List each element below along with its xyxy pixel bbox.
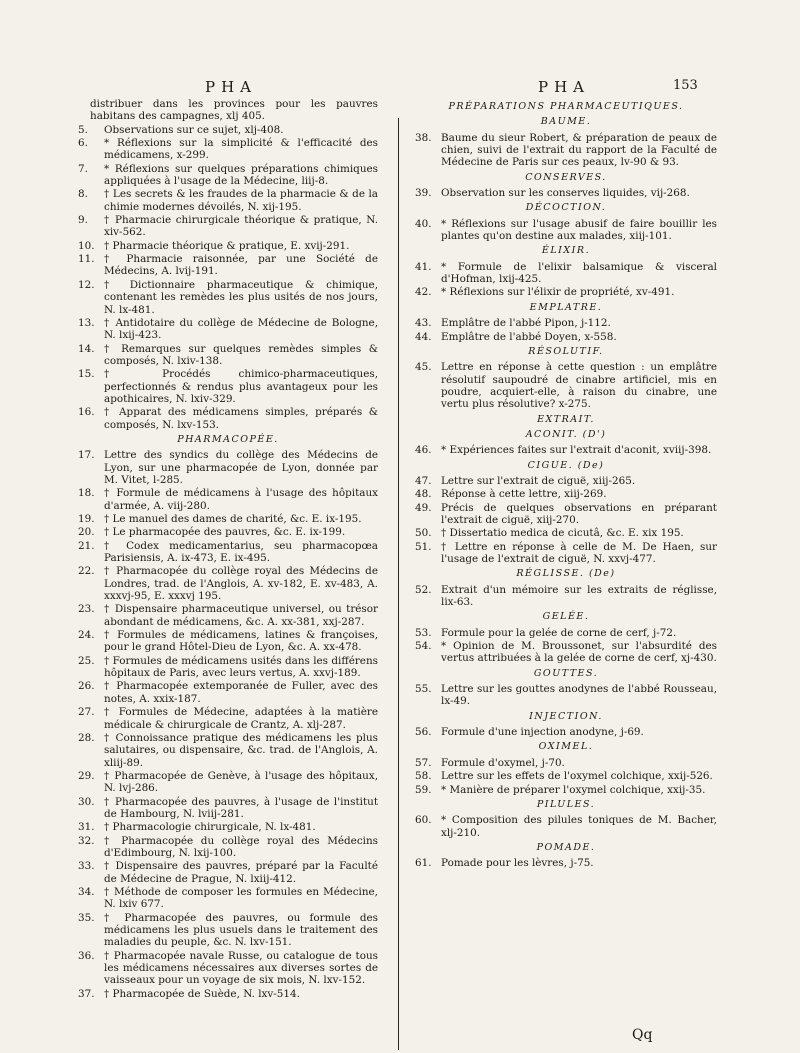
bibliography-entry bbox=[78, 796, 378, 821]
bibliography-entry bbox=[78, 540, 378, 565]
entry-number: 45. bbox=[415, 361, 432, 374]
entry-text: Réponse à cette lettre, xiij-269. bbox=[441, 488, 607, 501]
entry-text: † Pharmacopée du collège royal des Médecins de Londres, trad. de l'Anglois, A. xv-182, E. xv-483, A. xxxvj-95, E. xxxvj 195. bbox=[104, 565, 378, 603]
entry-text: † Formules de médicamens, latines & françoises, pour le grand Hôtel-Dieu de Lyon, &c. A. xx-478. bbox=[104, 629, 378, 654]
entry-number: 19. bbox=[78, 513, 95, 525]
bibliography-entry bbox=[415, 361, 717, 410]
entry-text: Lettre sur les effets de l'oxymel colchique, xxij-526. bbox=[441, 770, 713, 783]
section-heading: ACONIT. (D') bbox=[525, 428, 607, 440]
bibliography-entry bbox=[415, 331, 717, 343]
entry-number: 52. bbox=[415, 583, 432, 596]
entry-text: † Pharmacologie chirurgicale, N. lx-481. bbox=[104, 821, 316, 834]
bibliography-entry bbox=[415, 757, 717, 769]
bibliography-entry bbox=[415, 584, 717, 609]
section-heading: POMADE. bbox=[536, 841, 596, 853]
bibliography-entry bbox=[78, 98, 378, 123]
bibliography-entry bbox=[78, 240, 378, 252]
entry-text: † Connoissance pratique des médicamens les plus salutaires, ou dispensaire, &c. trad. de l'Anglois, A. xliij-89. bbox=[104, 731, 378, 769]
entry-text: † Pharmacie chirurgicale théorique & pratique, N. xiv-562. bbox=[104, 214, 378, 239]
entry-number: 15. bbox=[78, 368, 95, 381]
entry-number: 12. bbox=[78, 278, 95, 291]
section-heading: EMPLATRE. bbox=[529, 301, 603, 313]
entry-text: Précis de quelques observations en préparant l'extrait de ciguë, xiij-270. bbox=[441, 501, 717, 526]
entry-number: 35. bbox=[78, 911, 95, 924]
entry-text: Lettre sur les gouttes anodynes de l'abbé Rousseau, lx-49. bbox=[441, 683, 717, 708]
entry-text: * Réflexions sur quelques préparations chimiques appliquées à l'usage de la Médecine, liij-8. bbox=[104, 162, 378, 188]
entry-number: 51. bbox=[415, 540, 432, 553]
right-column bbox=[415, 98, 717, 871]
bibliography-entry bbox=[415, 475, 717, 487]
section-heading: EXTRAIT. bbox=[537, 413, 595, 425]
bibliography-entry bbox=[78, 886, 378, 911]
bibliography-entry bbox=[78, 188, 378, 213]
entry-number: 16. bbox=[78, 406, 95, 419]
section-heading: RÉSOLUTIF. bbox=[528, 345, 604, 357]
entry-number: 48. bbox=[415, 488, 432, 501]
entry-number: 39. bbox=[415, 187, 432, 200]
entry-number: 46. bbox=[415, 444, 432, 457]
bibliography-entry bbox=[415, 770, 717, 782]
bibliography-entry bbox=[78, 163, 378, 188]
entry-text: † Les secrets & les fraudes de la pharmacie & de la chimie modernes dévoilés, N. xij-195. bbox=[104, 188, 378, 213]
entry-number: 24. bbox=[78, 629, 95, 642]
entry-text: † Codex medicamentarius, seu pharmacopœa Parisiensis, A. ix-473, E. ix-495. bbox=[104, 539, 378, 565]
entry-text: † Dissertatio medica de cicutâ, &c. E. xix 195. bbox=[441, 527, 684, 540]
entry-number: 44. bbox=[415, 330, 432, 343]
entry-text: * Opinion de M. Broussonet, sur l'absurdité des vertus attribuées à la gelée de corne de cerf, xj-430. bbox=[441, 640, 717, 665]
entry-text: Lettre sur l'extrait de ciguë, xiij-265. bbox=[441, 474, 636, 487]
left-column bbox=[78, 98, 378, 1001]
entry-text: * Formule de l'elixir balsamique & visceral d'Hofman, lxij-425. bbox=[441, 260, 717, 286]
bibliography-entry bbox=[78, 655, 378, 680]
bibliography-entry bbox=[415, 683, 717, 708]
bibliography-entry bbox=[415, 261, 717, 286]
bibliography-entry bbox=[78, 988, 378, 1000]
bibliography-entry bbox=[78, 406, 378, 431]
entry-number: 26. bbox=[78, 680, 95, 693]
entry-number: 6. bbox=[78, 137, 88, 150]
entry-text: Lettre des syndics du collège des Médecins de Lyon, sur une pharmacopée de Lyon, donnée par M. Vitet, l-285. bbox=[104, 449, 378, 486]
bibliography-entry bbox=[415, 132, 717, 169]
bibliography-entry bbox=[78, 343, 378, 368]
entry-number: 11. bbox=[78, 253, 95, 266]
entry-text: † Apparat des médicamens simples, préparés & composés, N. lxv-153. bbox=[104, 406, 378, 431]
entry-text: † Formules de médicamens usités dans les différens hôpitaux de Paris, avec leurs vertus, A. xxvj-189. bbox=[104, 654, 378, 680]
entry-number: 14. bbox=[78, 342, 95, 355]
entry-number: 56. bbox=[415, 726, 432, 739]
entry-number: 59. bbox=[415, 783, 432, 796]
entry-text: * Expériences faites sur l'extrait d'aconit, xviij-398. bbox=[441, 444, 712, 457]
entry-text: * Composition des pilules toniques de M. Bacher, xlj-210. bbox=[441, 814, 717, 839]
section-heading: CIGUE. (De) bbox=[527, 459, 605, 471]
entry-number: 17. bbox=[78, 449, 95, 462]
bibliography-entry bbox=[415, 784, 717, 796]
entry-number: 9. bbox=[78, 214, 88, 227]
entry-text: Extrait d'un mémoire sur les extraits de réglisse, lix-63. bbox=[441, 583, 717, 609]
entry-text: † Dictionnaire pharmaceutique & chimique, contenant les remèdes les plus usités de nos jours, N. lx-481. bbox=[104, 278, 378, 316]
entry-number: 34. bbox=[78, 885, 95, 898]
bibliography-entry bbox=[78, 214, 378, 239]
bibliography-entry bbox=[415, 541, 717, 566]
entry-number: 13. bbox=[78, 316, 95, 329]
entry-number: 28. bbox=[78, 731, 95, 744]
entry-text: † Pharmacopée des pauvres, à l'usage de l'institut de Hambourg, N. lviij-281. bbox=[104, 795, 378, 820]
entry-number: 55. bbox=[415, 683, 432, 696]
entry-number: 21. bbox=[78, 539, 95, 552]
bibliography-entry bbox=[78, 317, 378, 342]
entry-text: Formule pour la gelée de corne de cerf, j-72. bbox=[441, 626, 677, 639]
bibliography-entry bbox=[415, 527, 717, 539]
entry-number: 54. bbox=[415, 640, 432, 653]
bibliography-entry bbox=[78, 732, 378, 769]
bibliography-entry bbox=[78, 770, 378, 795]
entry-text: * Réflexions sur la simplicité & l'efficacité des médicamens, x-299. bbox=[104, 137, 378, 162]
bibliography-entry bbox=[415, 857, 717, 869]
section-heading: ÉLIXIR. bbox=[541, 245, 591, 257]
entry-text: Pomade pour les lèvres, j-75. bbox=[441, 857, 594, 870]
bibliography-entry bbox=[78, 526, 378, 538]
entry-number: 58. bbox=[415, 770, 432, 783]
entry-number: 29. bbox=[78, 769, 95, 782]
bibliography-entry bbox=[78, 835, 378, 860]
entry-text: † Formules de Médecine, adaptées à la matière médicale & chirurgicale de Crantz, A. xlj-287. bbox=[104, 706, 378, 731]
entry-number: 42. bbox=[415, 286, 432, 299]
entry-number: 36. bbox=[78, 949, 95, 962]
entry-text: † Remarques sur quelques remèdes simples & composés, N. lxiv-138. bbox=[104, 342, 378, 367]
entry-text: * Manière de préparer l'oxymel colchique, xxij-35. bbox=[441, 783, 706, 796]
section-heading: GELÉE. bbox=[542, 611, 590, 623]
entry-number: 30. bbox=[78, 795, 95, 808]
entry-text: † Pharmacopée extemporanée de Fuller, avec des notes, A. xxix-187. bbox=[104, 680, 378, 705]
bibliography-entry bbox=[78, 912, 378, 949]
signature-mark: Qq bbox=[632, 1027, 653, 1043]
bibliography-entry bbox=[78, 950, 378, 987]
entry-text: Emplâtre de l'abbé Doyen, x-558. bbox=[441, 330, 617, 343]
bibliography-entry bbox=[78, 368, 378, 405]
entry-text: distribuer dans les provinces pour les pauvres habitans des campagnes, xlj 405. bbox=[90, 98, 378, 123]
entry-number: 50. bbox=[415, 527, 432, 540]
entry-number: 25. bbox=[78, 654, 95, 667]
running-header-right: PHA bbox=[538, 78, 591, 96]
bibliography-entry bbox=[78, 487, 378, 512]
entry-text: † Pharmacie raisonnée, par une Société de Médecins, A. lvij-191. bbox=[104, 253, 378, 278]
bibliography-entry bbox=[415, 286, 717, 298]
entry-number: 23. bbox=[78, 603, 95, 616]
entry-number: 41. bbox=[415, 260, 432, 273]
entry-number: 27. bbox=[78, 706, 95, 719]
bibliography-entry bbox=[78, 449, 378, 486]
entry-text: † Pharmacie théorique & pratique, E. xvij-291. bbox=[104, 239, 350, 252]
entry-text: Observations sur ce sujet, xlj-408. bbox=[104, 123, 284, 136]
bibliography-entry bbox=[78, 253, 378, 278]
entry-number: 18. bbox=[78, 487, 95, 500]
bibliography-entry bbox=[415, 502, 717, 527]
entry-text: † Lettre en réponse à celle de M. De Haen, sur l'usage de l'extrait de ciguë, N. xxvj-477. bbox=[441, 540, 717, 565]
entry-text: † Pharmacopée navale Russe, ou catalogue de tous les médicamens nécessaires aux diverses sortes de vaisseaux pour un voyage de six mois, N. lxv-152. bbox=[104, 949, 378, 987]
entry-text: † Formule de médicamens à l'usage des hôpitaux d'armée, A. viij-280. bbox=[104, 487, 378, 512]
entry-text: Formule d'oxymel, j-70. bbox=[441, 756, 565, 769]
bibliography-entry bbox=[78, 279, 378, 316]
entry-text: Observation sur les conserves liquides, vij-268. bbox=[441, 187, 690, 200]
entry-text: * Réflexions sur l'usage abusif de faire bouillir les plantes qu'on destine aux malades, xiij-101. bbox=[441, 217, 717, 243]
entry-text: * Réflexions sur l'élixir de propriété, xv-491. bbox=[441, 286, 675, 299]
section-heading: INJECTION. bbox=[529, 710, 603, 722]
entry-text: † Le pharmacopée des pauvres, &c. E. ix-199. bbox=[104, 526, 346, 539]
entry-text: † Procédés chimico-pharmaceutiques, perfectionnés & rendus plus avantageux pour les apothicaires, N. lxiv-329. bbox=[104, 368, 378, 405]
section-heading: PHARMACOPÉE. bbox=[177, 433, 279, 445]
bibliography-entry bbox=[415, 218, 717, 243]
entry-number: 7. bbox=[78, 162, 88, 175]
running-header-left: PHA bbox=[205, 78, 258, 96]
entry-number: 20. bbox=[78, 526, 95, 539]
entry-number: 22. bbox=[78, 565, 95, 578]
entry-text: Lettre en réponse à cette question : un emplâtre résolutif saupoudré de cinabre artificiel, mis en poudre, acquiert-elle, à raison du cinabre, une vertu plus résolutive? x-275. bbox=[441, 361, 717, 411]
bibliography-entry bbox=[78, 603, 378, 628]
page-number: 153 bbox=[673, 78, 698, 93]
entry-number: 43. bbox=[415, 317, 432, 330]
bibliography-entry bbox=[415, 444, 717, 456]
bibliography-entry bbox=[415, 317, 717, 329]
bibliography-entry bbox=[415, 187, 717, 199]
entry-text: † Dispensaire des pauvres, préparé par la Faculté de Médecine de Prague, N. lxiij-412. bbox=[104, 860, 378, 885]
bibliography-entry bbox=[78, 565, 378, 602]
bibliography-entry bbox=[415, 726, 717, 738]
section-heading: OXIMEL. bbox=[538, 741, 594, 753]
entry-number: 37. bbox=[78, 987, 95, 1000]
entry-text: † Méthode de composer les formules en Médecine, N. lxiv 677. bbox=[104, 885, 378, 911]
entry-text: Emplâtre de l'abbé Pipon, j-112. bbox=[441, 317, 611, 330]
bibliography-entry bbox=[78, 629, 378, 654]
entry-text: † Antidotaire du collège de Médecine de Bologne, N. lxij-423. bbox=[104, 316, 378, 342]
entry-text: Baume du sieur Robert, & préparation de peaux de chien, suivi de l'extrait du rapport de la Faculté de Médecine de Paris sur ces peaux, lv-90 & 93. bbox=[441, 131, 717, 169]
entry-text: † Pharmacopée de Genève, à l'usage des hôpitaux, N. lvj-286. bbox=[104, 769, 378, 795]
bibliography-entry bbox=[415, 488, 717, 500]
section-heading: PILULES. bbox=[536, 798, 596, 810]
section-heading: RÉGLISSE. (De) bbox=[516, 568, 616, 580]
entry-number: 60. bbox=[415, 814, 432, 827]
entry-text: Formule d'une injection anodyne, j-69. bbox=[441, 726, 644, 739]
bibliography-entry bbox=[78, 680, 378, 705]
bibliography-entry bbox=[415, 640, 717, 665]
bibliography-entry bbox=[415, 814, 717, 839]
entry-text: † Le manuel des dames de charité, &c. E. ix-195. bbox=[104, 513, 362, 525]
entry-number: 53. bbox=[415, 626, 432, 639]
entry-number: 47. bbox=[415, 474, 432, 487]
bibliography-entry bbox=[78, 860, 378, 885]
entry-number: 40. bbox=[415, 217, 432, 230]
entry-number: 33. bbox=[78, 860, 95, 873]
entry-text: † Pharmacopée du collège royal des Médecins d'Edimbourg, N. lxij-100. bbox=[104, 834, 378, 859]
section-heading: GOUTTES. bbox=[533, 667, 599, 679]
entry-text: † Pharmacopée de Suède, N. lxv-514. bbox=[104, 987, 300, 1000]
entry-text: † Dispensaire pharmaceutique universel, ou trésor abondant de médicamens, &c. A. xx-381, xxj-287. bbox=[104, 603, 378, 628]
section-heading: PRÉPARATIONS PHARMACEUTIQUES. bbox=[448, 101, 684, 112]
entry-number: 49. bbox=[415, 501, 432, 514]
bibliography-entry bbox=[78, 706, 378, 731]
bibliography-entry bbox=[78, 137, 378, 162]
entry-text: † Pharmacopée des pauvres, ou formule des médicamens les plus usuels dans le traitement des maladies du peuple, &c. N. lxv-151. bbox=[104, 911, 378, 949]
section-heading: CONSERVES. bbox=[525, 171, 607, 183]
bibliography-entry bbox=[415, 627, 717, 639]
section-heading: BAUME. bbox=[540, 116, 592, 128]
entry-number: 31. bbox=[78, 821, 95, 834]
entry-number: 10. bbox=[78, 239, 95, 252]
bibliography-entry bbox=[78, 513, 378, 525]
entry-number: 8. bbox=[78, 188, 88, 201]
entry-number: 5. bbox=[78, 123, 88, 136]
bibliography-entry bbox=[78, 124, 378, 136]
entry-number: 32. bbox=[78, 834, 95, 847]
entry-number: 61. bbox=[415, 857, 432, 870]
entry-number: 57. bbox=[415, 756, 432, 769]
bibliography-entry bbox=[78, 821, 378, 833]
section-heading: DÉCOCTION. bbox=[525, 202, 607, 214]
entry-number: 38. bbox=[415, 131, 432, 144]
column-divider bbox=[398, 118, 399, 1050]
